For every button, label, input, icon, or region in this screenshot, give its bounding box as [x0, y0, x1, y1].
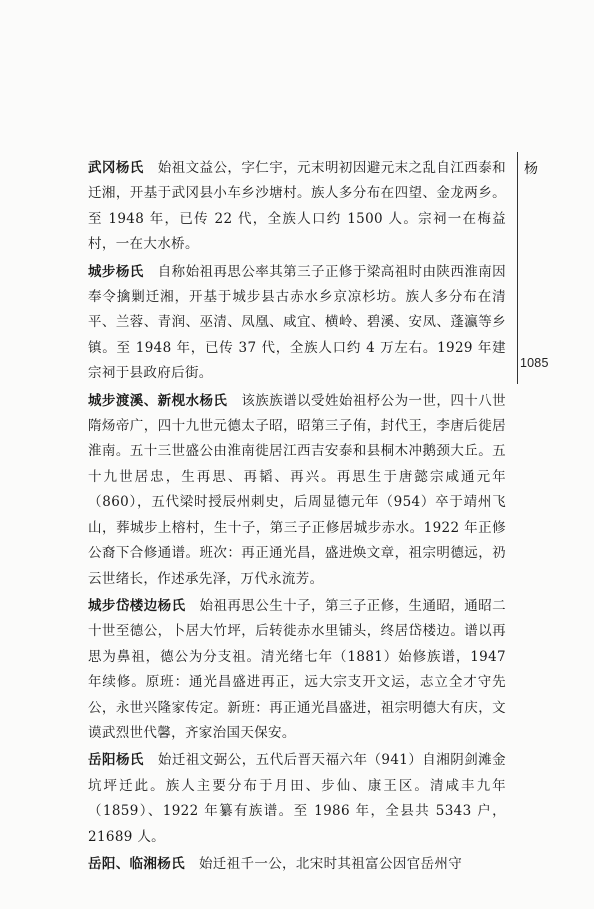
entry-text: 始祖文益公，字仁宇，元末明初因避元末之乱自江西泰和迁湘，开基于武冈县小车乡沙塘村。族人多分布在四望、金龙两乡。至 1948 年，已传 22 代，全族人口约 1500 人。宗祠一在梅益村，一在大水桥。 [88, 160, 507, 253]
margin-rule [517, 152, 518, 384]
entry-title: 岳阳、临湘杨氏 [88, 855, 185, 872]
entry-text: 始迁祖千一公，北宋时其祖富公因官岳州守 [198, 855, 463, 872]
entry-wugang-yang [88, 156, 506, 258]
running-head-character: 杨 [524, 161, 538, 177]
entry-chengbu-dailoubian-yang [88, 594, 506, 746]
entry-text: 始祖再思公生十子，第三子正修，生通昭，通昭二十世至德公，卜居大竹坪，后转徙赤水里铺头，终居岱楼边。谱以再思为鼻祖，德公为分支祖。清光绪七年（1881）始修族谱，1947 年续修。原班：通光昌盛进再正，远大宗支开文运，志立全才守先公，永世兴隆家传定。新班：再正通光昌盛进，祖宗明德大有庆，文谟武烈世代馨，齐家治国天保安。 [88, 597, 507, 741]
entry-title: 岳阳杨氏 [88, 752, 144, 769]
entry-title: 城步杨氏 [88, 263, 144, 280]
page-number: 1085 [520, 356, 549, 370]
entry-title: 武冈杨氏 [88, 160, 144, 176]
entry-text: 该族族谱以受姓始祖杼公为一世，四十八世隋炀帝广，四十九世元德太子昭，昭第三子侑，封代王，李唐后徙居淮南。五十三世盛公由淮南徙居江西吉安泰和县桐木冲鹅颈大丘。五十九世居忠，生再思、再韬、再兴。再思生于唐懿宗咸通元年（860），五代梁时授辰州刺史，后周显德元年（954）卒于靖州飞山，葬城步上榕村，生十子，第三子正修居城步赤水。1922 年正修公裔下合修通谱。班次：再正通光昌，盛进焕文章，祖宗明德远，礽云世绪长，作述承先泽，万代永流芳。 [88, 392, 506, 587]
entry-yueyang-linxiang-yang [88, 852, 506, 877]
entry-title: 城步岱楼边杨氏 [88, 597, 186, 614]
entry-yueyang-yang [88, 748, 506, 850]
entry-chengbu-duxi-yang [88, 389, 506, 592]
entry-chengbu-yang [88, 260, 506, 387]
document-body [88, 156, 506, 877]
entry-text: 自称始祖再思公率其第三子正修于梁高祖时由陕西淮南因奉令擒剿迁湘，开基于城步县古赤水乡京凉杉坊。族人多分布在清平、兰蓉、青润、巫清、凤凰、咸宜、横岭、碧溪、安凤、蓬瀛等乡镇。至 1948 年，已传 37 代，全族人口约 4 万左右。1929 年建宗祠于县政府后街。 [88, 263, 507, 382]
entry-text: 始迁祖文弼公，五代后晋天福六年（941）自湘阴剑滩金坑坪迁此。族人主要分布于月田、步仙、康王区。清咸丰九年（1859）、1922 年纂有族谱。至 1986 年，全县共 5343 户，21689 人。 [88, 752, 506, 845]
entry-title: 城步渡溪、新枧水杨氏 [88, 392, 228, 409]
